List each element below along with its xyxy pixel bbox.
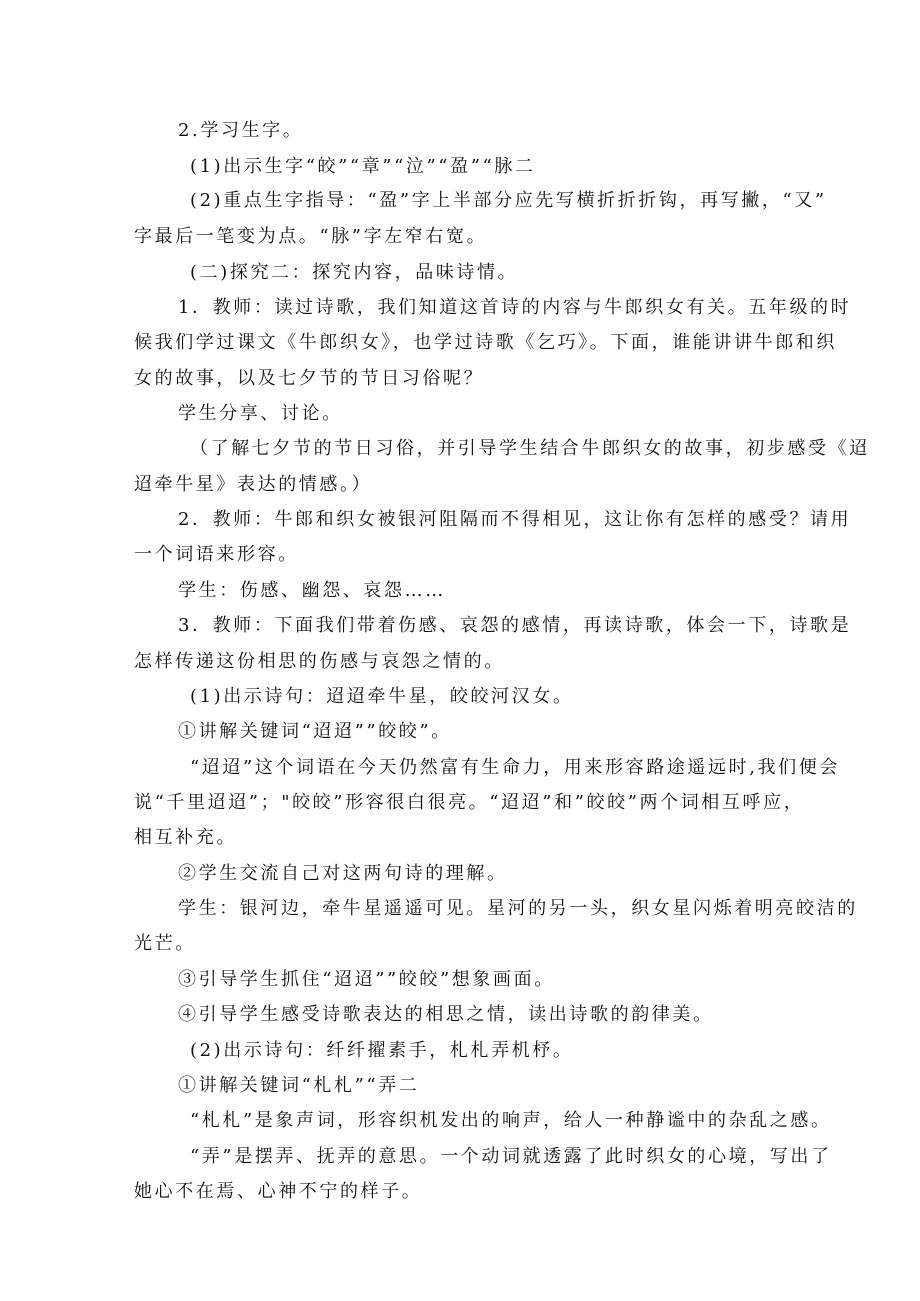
text-line: “弄”是摆弄、抚弄的意思。一个动词就透露了此时织女的心境，写出了 xyxy=(190,1146,832,1167)
text-line: ①讲解关键词“迢迢””皎皎”。 xyxy=(178,721,452,742)
text-line: 光芒。 xyxy=(134,933,196,954)
text-line: (2)重点生字指导：“盈”字上半部分应先写横折折折钩，再写撇，“又” xyxy=(190,190,827,211)
text-line: ④引导学生感受诗歌表达的相思之情，读出诗歌的韵律美。 xyxy=(178,1004,714,1025)
text-line: (1)出示诗句：迢迢牵牛星，皎皎河汉女。 xyxy=(190,686,574,707)
text-line: “札札”是象声词，形容织机发出的响声，给人一种静谧中的杂乱之感。 xyxy=(190,1110,832,1131)
text-line: 怎样传递这份相思的伤感与哀怨之情的。 xyxy=(134,651,505,672)
text-line: 说“千里迢迢”；"皎皎”形容很白很亮。“迢迢”和”皎皎”两个词相互呼应， xyxy=(134,792,805,813)
section-heading: (二)探究二：探究内容，品味诗情。 xyxy=(190,262,519,283)
text-line: 她心不在焉、心神不宁的样子。 xyxy=(134,1181,423,1202)
text-line: 3．教师：下面我们带着伤感、哀怨的感情，再读诗歌，体会一下，诗歌是 xyxy=(178,615,852,636)
text-line: 相互补充。 xyxy=(134,827,237,848)
text-line: 字最后一笔变为点。“脉”字左窄右宽。 xyxy=(134,226,488,247)
text-line: 迢牵牛星》表达的情感。） xyxy=(134,474,373,495)
text-line: 一个词语来形容。 xyxy=(134,544,299,565)
text-line: （了解七夕节的节日习俗，并引导学生结合牛郎织女的故事，初步感受《迢 xyxy=(190,438,870,459)
text-line: (2)出示诗句：纤纤擢素手，札札弄机杼。 xyxy=(190,1040,574,1061)
text-line: (1)出示生字“皎”“章”“泣”“盈”“脉二 xyxy=(190,156,536,177)
text-line: 2．教师：牛郎和织女被银河阻隔而不得相见，这让你有怎样的感受？请用 xyxy=(178,509,852,530)
text-line: 学生分享、讨论。 xyxy=(178,403,343,424)
text-line: 1．教师：读过诗歌，我们知道这首诗的内容与牛郎织女有关。五年级的时 xyxy=(178,297,852,318)
text-line: ①讲解关键词“札札”“弄二 xyxy=(178,1075,420,1096)
text-line: ③引导学生抓住“迢迢””皎皎”想象画面。 xyxy=(178,969,555,990)
text-line: 2.学习生字。 xyxy=(178,120,304,141)
text-line: 候我们学过课文《牛郎织女》，也学过诗歌《乞巧》。下面，谁能讲讲牛郎和织 xyxy=(134,332,837,353)
text-line: “迢迢”这个词语在今天仍然富有生命力，用来形容路途遥远时,我们便会 xyxy=(190,757,840,778)
text-line: ②学生交流自己对这两句诗的理解。 xyxy=(178,863,508,884)
text-line: 学生：伤感、幽怨、哀怨…… xyxy=(178,580,446,601)
text-line: 女的故事，以及七夕节的节日习俗呢？ xyxy=(134,368,485,389)
text-line: 学生：银河边，牵牛星遥遥可见。星河的另一头，织女星闪烁着明亮皎洁的 xyxy=(178,898,858,919)
